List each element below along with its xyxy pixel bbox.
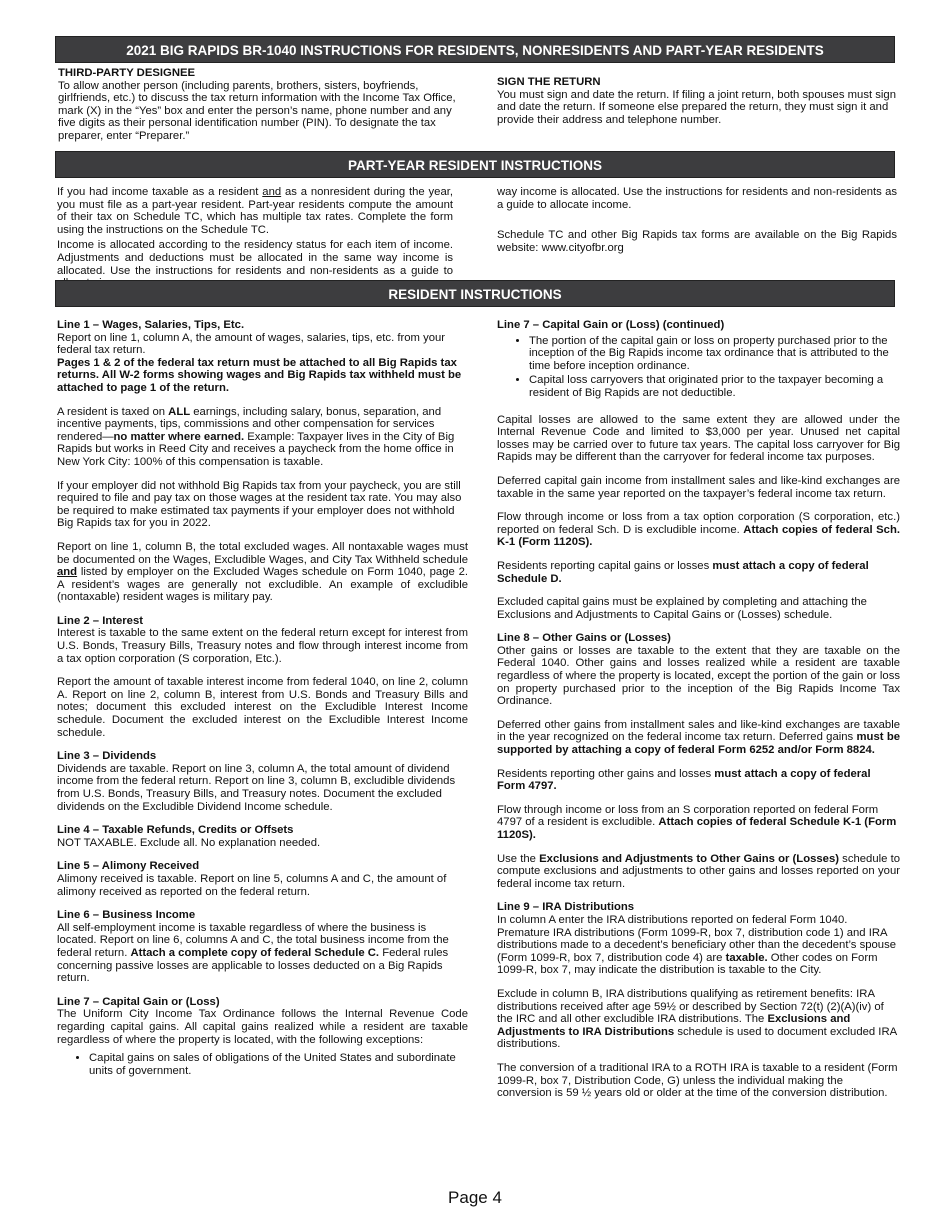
sign-section [497,76,897,126]
line7-p2: Capital losses are allowed to the same extent they are allowed under the Internal Revenue Code and limited to $3,000 per year. Unused net capital losses may be carried over to future tax years. The capital loss carryover for Big Rapids may be different than the carryover for federal income tax purposes. [497,413,900,464]
line5-heading: Line 5 – Alimony Received [57,860,200,873]
resident-left-column [57,319,468,1088]
part-year-p2-cont: way income is allocated. Use the instructions for residents and non-residents as a guide to allocate income. [497,186,897,211]
line7-block: Line 7 – Capital Gain or (Loss) The Uniform City Income Tax Ordinance follows the Internal Revenue Code regarding capital gains. All capital gains realized while a resident are taxable regardless of where the property is located, with the following exceptions: [57,995,468,1046]
line8-p4: Flow through income or loss from an S corporation reported on federal Form 4797 of a resident is excludible. Attach copies of federal Schedule K-1 (Form 1120S). [497,803,897,841]
line9-block: Line 9 – IRA Distributions In column A enter the IRA distributions reported on federal Form 1040. Premature IRA distributions (Form 1099-R, box 7, distribution code 1) and IRA distributions made to a decedent’s beneficiary other than the decedent’s spouse (Form 1099-R, box 7, distribution code 4) are taxable. Other codes on Form 1099-R, box 7, may indicate the distribution is taxable to the City. [497,901,900,977]
third-party-section [58,67,472,143]
line1-p4: Report on line 1, column B, the total excluded wages. All nontaxable wages must be documented on the Wages, Excludible Wages, and City Tax Withheld schedule and listed by employer on the Excluded Wages schedule on Form 1040, page 2. A resident’s wages are generally not excludible. An example of excludible (nontaxable) resident wages is military pay. [57,540,468,604]
sign-heading: SIGN THE RETURN [497,76,601,88]
line7-heading: Line 7 – Capital Gain or (Loss) [57,995,220,1008]
line2-heading: Line 2 – Interest [57,614,144,627]
line8-p2: Deferred other gains from installment sales and like-kind exchanges are taxable in the year recognized on the federal income tax return. Deferred gains must be supported by attaching a copy of federal Form 6252 and/or Form 8824. [497,718,901,757]
line7-cont-heading: Line 7 – Capital Gain or (Loss) (continued) [497,319,725,331]
part-year-right [497,186,897,265]
line8-heading: Line 8 – Other Gains or (Losses) [497,632,671,645]
line7-p3: Deferred capital gain income from installment sales and like-kind exchanges are taxable in the same year reported on the taxpayer’s federal income tax return. [497,474,900,500]
line1-heading: Line 1 – Wages, Salaries, Tips, Etc. [57,319,245,331]
part-year-banner: PART-YEAR RESIDENT INSTRUCTIONS [55,151,895,178]
line2-p2: Report the amount of taxable interest income from federal 1040, on line 2, column A. Report on line 2, column B, interest from U.S. Bonds and Treasury Bills and notes; document this excluded interest on the Excludible Interest Income schedule. Document the excluded interest on the Excludible Interest Income schedule. [57,676,468,739]
line1-p2: A resident is taxed on ALL earnings, including salary, bonus, separation, and incentive payments, tips, commissions and other compensation for services rendered—no matter where earned. Example: Taxpayer lives in the City of Big Rapids but works in Reed City and receives a paycheck from the home office in New York City: 100% of this compensation is taxable. [57,405,455,468]
part-year-left [57,186,453,275]
line3-heading: Line 3 – Dividends [57,750,157,763]
line1-p3: If your employer did not withhold Big Rapids tax from your paycheck, you are still required to file and pay tax on those wages at the resident tax rate. You may also be required to make estimated tax payments if your employer does not withhold Big Rapids tax for you in 2022. [57,479,462,530]
page-number: Page 4 [448,1188,502,1207]
line9-heading: Line 9 – IRA Distributions [497,901,635,914]
line4-heading: Line 4 – Taxable Refunds, Credits or Offsets [57,824,294,837]
list-item: • The portion of the capital gain or loss on property purchased prior to the inception of the Big Rapids income tax ordinance that is attributed to the time before inception ordinance. [529,335,900,373]
line7-exceptions-list [57,1052,468,1077]
line8-p5: Use the Exclusions and Adjustments to Other Gains or (Losses) schedule to compute exclusions and adjustments to other gains and losses reported on your federal income tax return. [497,852,901,890]
line9-p2: Exclude in column B, IRA distributions qualifying as retirement benefits: IRA distributions received after age 59½ or described by Section 72(t) (2)(A)(iv) of the IRC and all other excludible IRA distributions. The Exclusions and Adjustments to IRA Distributions schedule is used to document excluded IRA distributions. [497,987,897,1051]
line2-block: Line 2 – Interest Interest is taxable to the same extent on the federal return except for interest from U.S. Bonds, Treasury Bills, Treasury notes and flow through interest income from a tax option corporation (S corporation, Etc.). [57,614,468,665]
line7-cont-heading-block [497,319,900,332]
part-year-p2: Income is allocated according to the residency status for each item of income. Adjustments and deductions must be allocated in the same way income is allocated. Use the instructions for residents and non-residents as a guide to [57,239,453,277]
line9-p3: The conversion of a traditional IRA to a ROTH IRA is taxable to a resident (Form 1099-R, box 7, Distribution Code, G) unless the individual making the conversion is 59 ½ years old or older at the time of the conversion distribution. [497,1061,898,1100]
line1-block: Line 1 – Wages, Salaries, Tips, Etc. Report on line 1, column A, the amount of wages, salaries, tips, etc. from your federal tax return. Pages 1 & 2 of the federal tax return must be attached to all Big Rapids tax returns. All W-2 forms showing wages and Big Rapids tax withheld must be attached to page 1 of the return. [57,319,468,395]
list-item: • Capital loss carryovers that originated prior to the taxpayer becoming a resident of Big Rapids are not deductible. [529,374,900,399]
resident-right-column [497,319,900,1111]
line6-block: Line 6 – Business Income All self-employment income is taxable regardless of where the business is located. Report on line 6, columns A and C, the total business income from the federal return. Attach a complete copy of federal Schedule C. Federal rules concerning passive losses are applicable to losses deducted on a Big Rapids return. [57,909,468,985]
line7-p4: Flow through income or loss from a tax option corporation (S corporation, etc.) reported on federal Sch. D is excludible income. Attach copies of federal Sch. K-1 (Form 1120S). [497,511,900,549]
sign-text: You must sign and date the return. If filing a joint return, both spouses must sign and date the return. If someone else prepared the return, they must sign it and provide their address and telephone number. [497,88,896,126]
third-party-heading: THIRD-PARTY DESIGNEE [58,67,196,79]
line3-block: Line 3 – Dividends Dividends are taxable. Report on line 3, column A, the total amount of dividend income from the federal return. Report on line 3, column B, excludible dividends from U.S. Bonds, Treasury Bills, and Treasury notes. Document the excluded dividends on the Excludible Dividend Income schedule. [57,750,468,813]
main-banner: 2021 BIG RAPIDS BR-1040 INSTRUCTIONS FOR RESIDENTS, NONRESIDENTS AND PART-YEAR RESIDENTS [55,36,895,63]
line7-p6: Excluded capital gains must be explained by completing and attaching the Exclusions and Adjustments to Capital Gains or (Losses) schedule. [497,596,867,621]
line7-p5: Residents reporting capital gains or losses must attach a copy of federal Schedule D. [497,559,869,585]
line6-heading: Line 6 – Business Income [57,909,196,922]
line8-block: Line 8 – Other Gains or (Losses) Other gains or losses are taxable to the extent that they are taxable on the Federal 1040. Other gains and losses realized while a resident are taxable regardless of where the property is located, except the portion of the gain or loss on property purchased prior to the inception of the Big Rapids Income Tax Ordinance. [497,632,900,708]
resident-banner: RESIDENT INSTRUCTIONS [55,280,895,307]
line5-block: Line 5 – Alimony Received Alimony received is taxable. Report on line 5, columns A and C, the amount of alimony received as reported on the federal return. [57,860,468,898]
list-item: • Capital gains on sales of obligations of the United States and subordinate units of government. [89,1052,468,1077]
line8-p3: Residents reporting other gains and losses must attach a copy of federal Form 4797. [497,767,871,793]
part-year-p1: If you had income taxable as a resident and as a nonresident during the year, you must file as a part-year resident. Part-year residents compute the amount of their tax on Schedule TC, which has multiple tax rates. Complete the form using the instructions on the Schedule TC. [57,186,454,236]
part-year-p3: Schedule TC and other Big Rapids tax forms are available on the Big Rapids website: www.cityofbr.org [497,229,897,254]
line1-attach-note: Pages 1 & 2 of the federal tax return must be attached to all Big Rapids tax returns. All W-2 forms showing wages and Big Rapids tax withheld must be attached to page 1 of the return. [57,356,462,394]
third-party-text: To allow another person (including parents, brothers, sisters, boyfriends, girlfriends, etc.) to discuss the tax return information with the Income Tax Office, mark (X) in the “Yes” box and enter the person’s name, phone number and any five digits as their personal identification number (PIN). To designate the tax preparer, enter “Preparer.” [58,79,456,142]
line4-block: Line 4 – Taxable Refunds, Credits or Offsets NOT TAXABLE. Exclude all. No explanation needed. [57,824,468,849]
line7-cont-list [497,335,900,400]
